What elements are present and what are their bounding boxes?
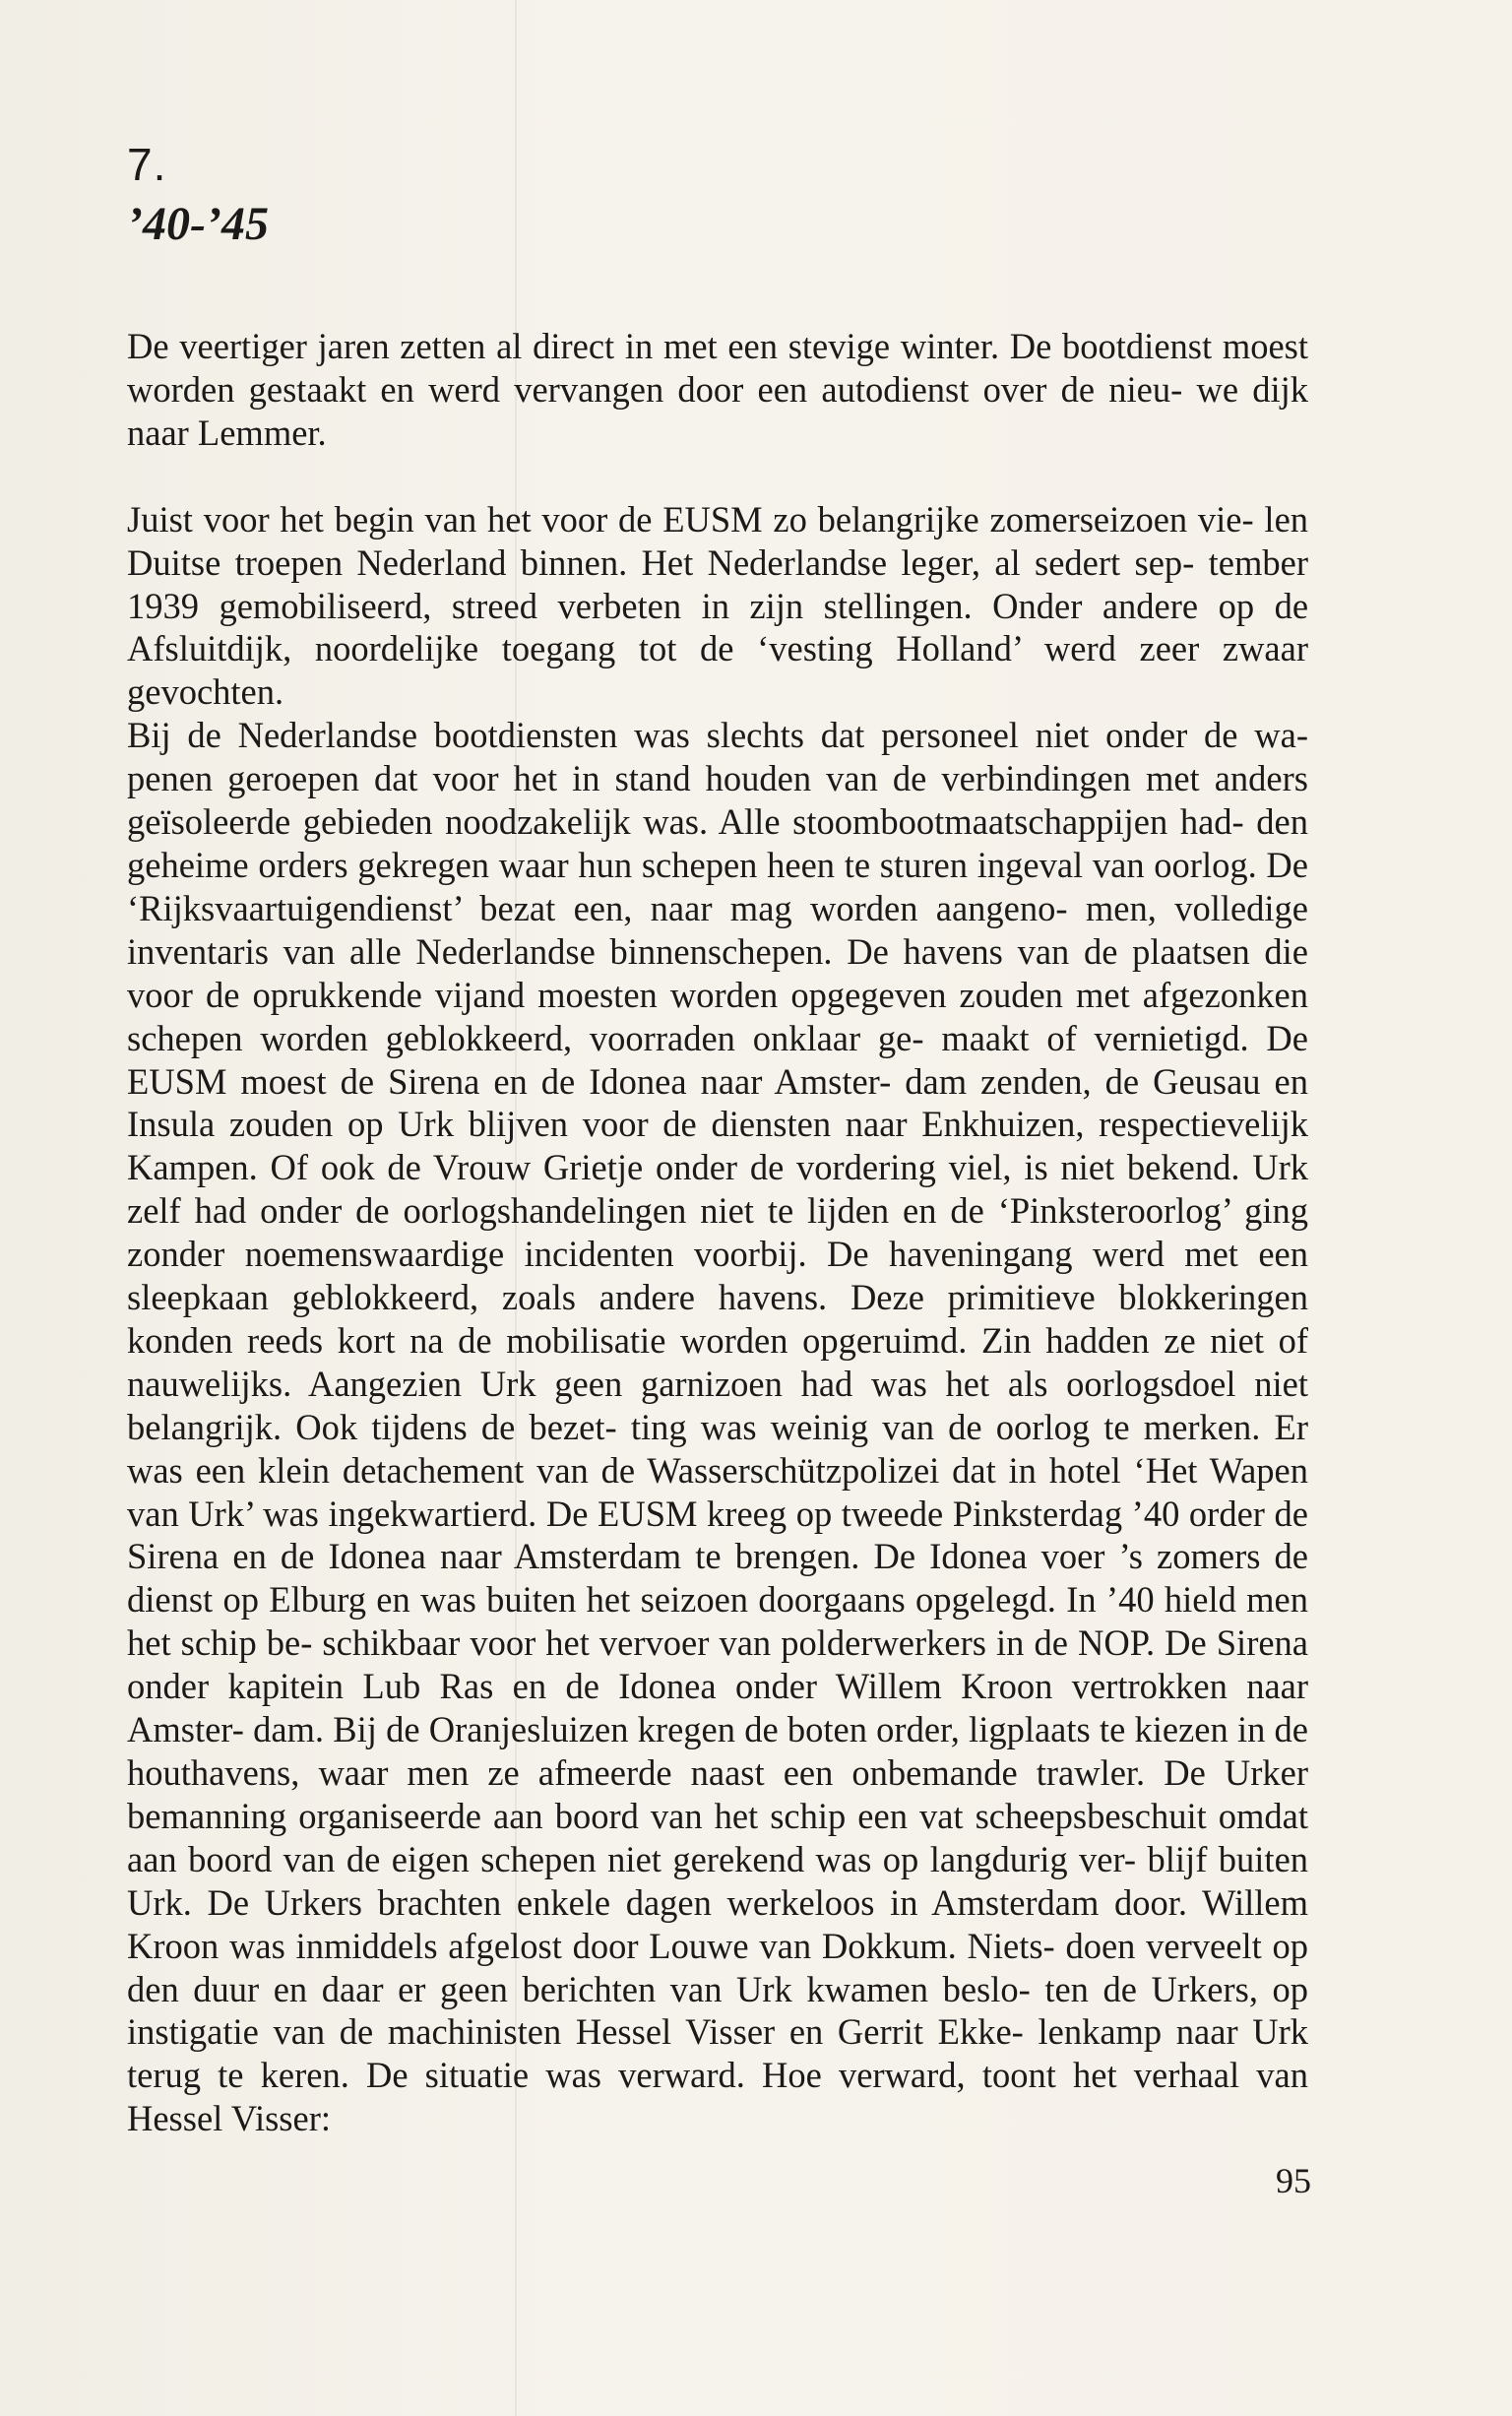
text-line: Bij de Nederlandse bootdiensten was slechts dat personeel niet onder de wa- xyxy=(127,715,1308,756)
text-line: naar Enkhuizen, respectievelijk Kampen. Of ook de Vrouw Grietje onder de xyxy=(127,1104,1308,1188)
text-line: schikbaar voor het vervoer van polderwerkers in de NOP. De Sirena onder xyxy=(127,1622,1308,1707)
text-line: de Wasserschützpolizei dat in hotel ‘Het Wapen van Urk’ was ingekwartierd. xyxy=(127,1449,1308,1534)
text-line: van de plaatsen die voor de oprukkende vijand moesten worden opgegeven xyxy=(127,930,1308,1015)
text-line: toont het verhaal van Hessel Visser: xyxy=(127,2055,1308,2139)
text-line: penen geroepen dat voor het in stand houden van de verbindingen met anders xyxy=(127,758,1308,799)
text-line: zwaar gevochten. xyxy=(127,628,1308,713)
chapter-body xyxy=(127,325,1308,2140)
text-line: worden opgeruimd. Zin hadden ze niet of nauwelijks. Aangezien Urk geen xyxy=(127,1319,1309,1404)
text-line: zouden met afgezonken schepen worden geblokkeerd, voorraden onklaar ge- xyxy=(127,974,1308,1058)
text-line: door. Willem Kroon was inmiddels afgelost door Louwe van Dokkum. Niets- xyxy=(127,1881,1309,1966)
text-line: dam. Bij de Oranjesluizen kregen de boten order, ligplaats te kiezen in de xyxy=(253,1709,1308,1750)
text-line: moest worden gestaakt en werd vervangen door een autodienst over de nieu- xyxy=(127,326,1308,410)
text-line: op de Afsluitdijk, noordelijke toegang tot de ‘vesting Holland’ werd zeer xyxy=(127,585,1309,669)
text-line: lenkamp naar Urk terug te keren. De situatie was verward. Hoe verward, xyxy=(127,2011,1308,2096)
text-line: we dijk naar Lemmer. xyxy=(127,368,1309,453)
paragraph-intro xyxy=(127,325,1308,455)
paragraph-boat-services xyxy=(127,714,1308,2140)
text-line: oorlog. De ‘Rijksvaartuigendienst’ bezat een, naar mag worden aangeno- xyxy=(127,844,1308,928)
chapter-title: ’40-’45 xyxy=(127,198,269,250)
text-line: was buiten het seizoen doorgaans opgelegd. In ’40 hield men het schip be- xyxy=(127,1579,1309,1664)
text-line: garnizoen had was het als oorlogsdoel niet belangrijk. Ook tijdens de bezet- xyxy=(127,1363,1308,1447)
page-number: 95 xyxy=(1276,2161,1311,2200)
paragraph-invasion xyxy=(127,498,1308,715)
chapter-number: 7. xyxy=(127,139,167,190)
text-line: bemanning organiseerde aan boord van het schip een vat scheepsbeschuit xyxy=(127,1795,1207,1836)
text-line: omdat aan boord van de eigen schepen niet gerekend was op langdurig ver- xyxy=(127,1795,1309,1879)
text-line: dam zenden, de Geusau en Insula zouden op Urk blijven voor de diensten xyxy=(127,1060,1309,1145)
text-line: geïsoleerde gebieden noodzakelijk was. Alle stoombootmaatschappijen had- xyxy=(127,801,1244,843)
text-line: houthavens, waar men ze afmeerde naast een onbemande trawler. De Urker xyxy=(127,1752,1308,1793)
text-line: naar Amsterdam te brengen. De Idonea voer ’s zomers de dienst op Elburg en xyxy=(127,1536,1309,1621)
text-line: ten de Urkers, op instigatie van de machinisten Hessel Visser en Gerrit Ekke- xyxy=(127,1968,1308,2053)
text-line: De EUSM kreeg op tweede Pinksterdag ’40 order de Sirena en de Idonea xyxy=(127,1493,1308,1577)
text-line: De veertiger jaren zetten al direct in met een stevige winter. De bootdienst xyxy=(127,326,1213,366)
text-line: havens. Deze primitieve blokkeringen konden reeds kort na de mobilisatie xyxy=(127,1277,1309,1361)
text-line: den geheime orders gekregen waar hun schepen heen te sturen ingeval van xyxy=(127,801,1308,885)
text-line: blijf buiten Urk. De Urkers brachten enkele dagen werkeloos in Amsterdam xyxy=(127,1838,1309,1923)
text-line: tember 1939 gemobiliseerd, streed verbeten in zijn stellingen. Onder andere xyxy=(127,541,1308,626)
text-line: doen verveelt op den duur en daar er geen berichten van Urk kwamen beslo- xyxy=(127,1925,1308,2009)
text-line: maakt of vernietigd. De EUSM moest de Sirena en de Idonea naar Amster- xyxy=(127,1017,1308,1102)
text-line: vordering viel, is niet bekend. Urk zelf had onder de oorlogshandelingen niet xyxy=(127,1147,1308,1232)
text-line: kapitein Lub Ras en de Idonea onder Willem Kroon vertrokken naar Amster- xyxy=(127,1666,1308,1750)
text-line: men, volledige inventaris van alle Nederlandse binnenschepen. De havens xyxy=(127,887,1309,972)
text-line: ting was weinig van de oorlog te merken. Er was een klein detachement van xyxy=(127,1406,1309,1491)
text-line: te lijden en de ‘Pinksteroorlog’ ging zonder noemenswaardige incidenten xyxy=(127,1190,1308,1275)
text-line: Juist voor het begin van het voor de EUSM zo belangrijke zomerseizoen vie- xyxy=(127,498,1254,540)
text-line: len Duitse troepen Nederland binnen. Het Nederlandse leger, al sedert sep- xyxy=(127,498,1309,583)
text-line: voorbij. De haveningang werd met een sleepkaan geblokkeerd, zoals andere xyxy=(127,1234,1308,1318)
